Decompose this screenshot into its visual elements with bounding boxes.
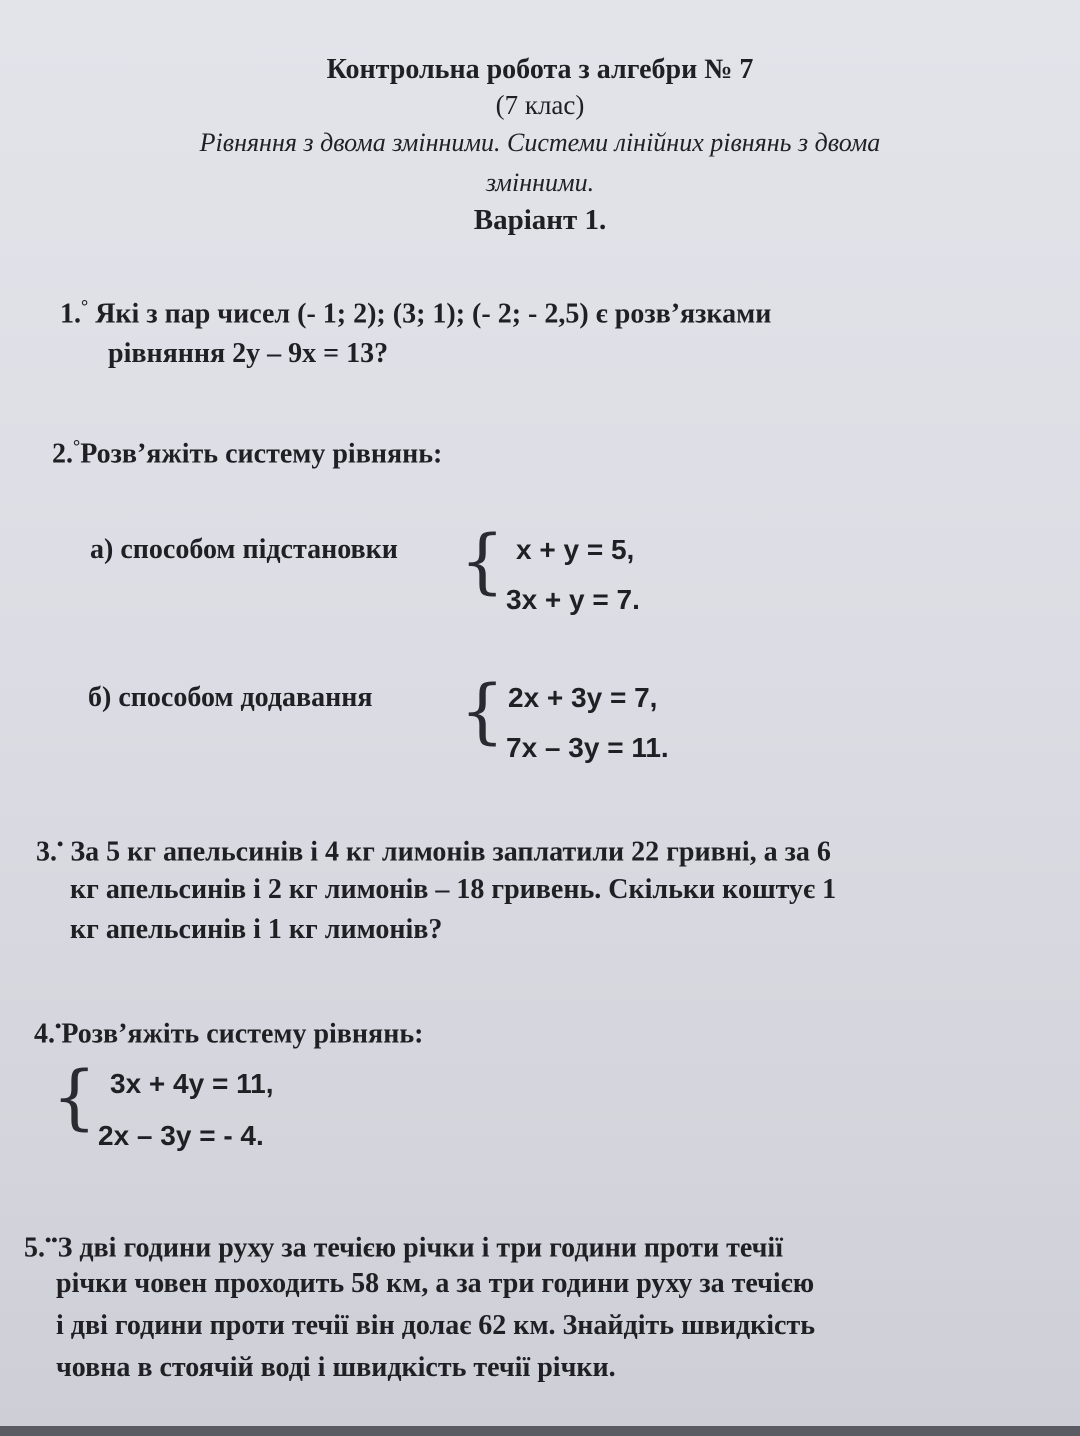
task3-number: 3. (36, 836, 57, 868)
task2-number: 2. (52, 438, 73, 470)
task5-line2: річки човен проходить 58 км, а за три години руху за течією (56, 1268, 815, 1299)
task1-text-1: Які з пар чисел (- 1; 2); (3; 1); (- 2; - 2,5) є розв’язками (95, 298, 772, 330)
task2b-label: б) способом додавання (88, 682, 373, 713)
task2a-equation-2: 3x + y = 7. (506, 584, 640, 615)
task5-line3: і дві години проти течії він долає 62 км. Знайдіть швидкість (56, 1310, 816, 1341)
task2b-equation-2: 7x – 3y = 11. (506, 732, 669, 763)
task5-difficulty-mark: •• (45, 1230, 58, 1250)
task4-equation-1: 3x + 4y = 11, (110, 1068, 274, 1099)
task1-difficulty-mark: ° (81, 296, 89, 316)
task3-difficulty-mark: • (57, 834, 64, 854)
page-bottom-edge (0, 1426, 1080, 1436)
task3-line3: кг апельсинів і 1 кг лимонів? (70, 914, 443, 945)
task2b-equation-1: 2x + 3y = 7, (508, 682, 658, 713)
task2-text: Розв’яжіть систему рівнянь: (80, 438, 443, 470)
task1-line1 (60, 296, 771, 330)
task1-number: 1. (60, 298, 81, 330)
task2a-label: а) способом підстановки (90, 534, 398, 565)
task3-text-1: За 5 кг апельсинів і 4 кг лимонів заплатили 22 гривні, а за 6 (70, 836, 831, 868)
topic-line-2: змінними. (485, 168, 595, 197)
task5-line4: човна в стоячій воді і швидкість течії річки. (56, 1352, 616, 1383)
grade-label: (7 клас) (495, 90, 585, 120)
task4-brace: { (52, 1056, 97, 1138)
task4-number: 4. (34, 1018, 55, 1050)
task5-text-1: З дві години руху за течією річки і три години проти течії (57, 1232, 783, 1264)
task4-text: Розв’яжіть систему рівнянь: (61, 1018, 424, 1050)
task4-heading (34, 1016, 423, 1050)
task5-line1 (24, 1230, 783, 1264)
task4-difficulty-mark: • (55, 1016, 62, 1036)
task2a-brace: { (460, 520, 505, 602)
task1-line2: рівняння 2y – 9x = 13? (108, 338, 389, 369)
task4-equation-2: 2x – 3y = - 4. (98, 1120, 264, 1151)
topic-line-1: Рівняння з двома змінними. Системи лінійних рівнянь з двома (199, 128, 881, 157)
task2b-brace: { (460, 670, 505, 752)
task5-number: 5. (24, 1232, 45, 1264)
task3-line1 (36, 834, 831, 868)
task2-heading (52, 436, 442, 470)
variant-label: Варіант 1. (473, 204, 607, 236)
task3-line2: кг апельсинів і 2 кг лимонів – 18 гривень. Скільки коштує 1 (70, 874, 837, 905)
task2a-equation-1: x + y = 5, (516, 534, 635, 565)
task2-difficulty-mark: ° (73, 436, 81, 456)
worksheet-title: Контрольна робота з алгебри № 7 (326, 54, 754, 85)
